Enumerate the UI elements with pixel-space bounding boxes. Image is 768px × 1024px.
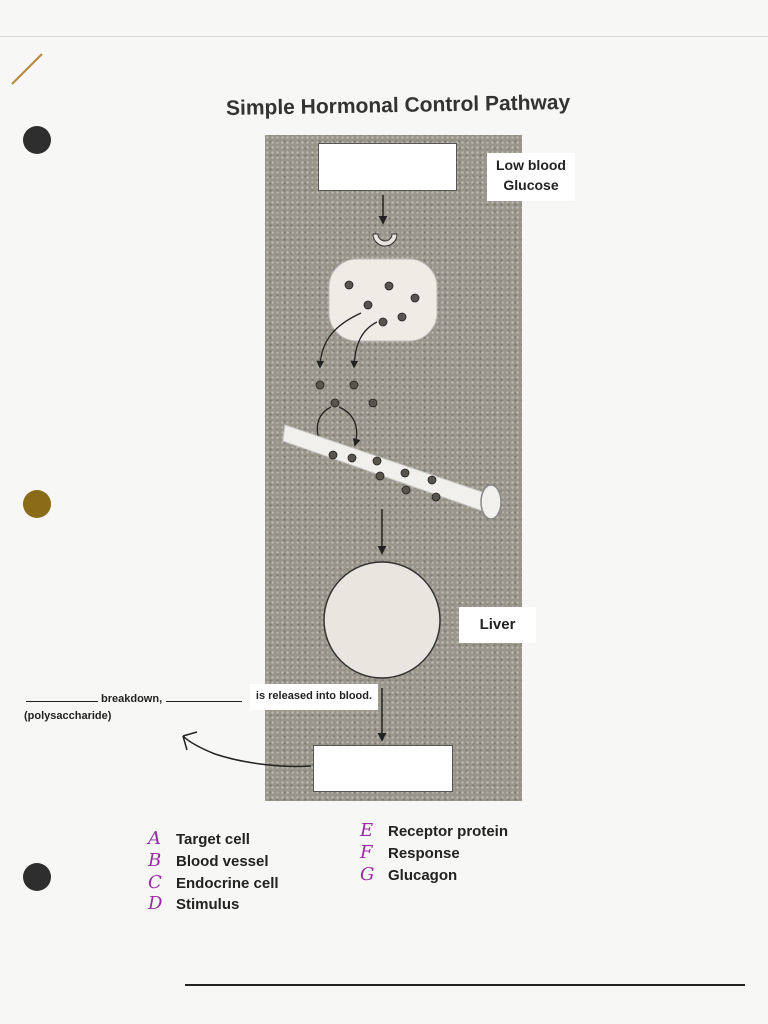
receptor-protein [373,234,397,246]
key-letter: F [360,842,373,863]
key-item-response [360,842,460,863]
binder-hole-bottom [23,863,51,891]
key-term: Endocrine cell [176,875,279,892]
pencil-mark-icon [8,50,48,90]
key-term: Receptor protein [388,823,509,840]
bottom-rule [185,984,745,986]
page-title: Simple Hormonal Control Pathway [225,90,571,120]
blood-vessel-opening [481,485,501,519]
breakdown-text: breakdown, [101,693,163,705]
key-term: Stimulus [176,896,240,913]
key-item-glucagon [360,864,457,885]
binder-hole-top [23,126,51,154]
key-item-target-cell [148,828,250,849]
endocrine-cell [329,259,437,341]
key-letter: E [360,820,374,841]
key-letter: G [360,864,375,885]
binder-hole-middle [23,490,51,518]
hormone-dots-released [316,381,377,407]
stimulus-label-line1: Low blood [496,157,566,173]
key-letter: C [148,872,162,893]
key-item-blood-vessel [148,850,269,871]
hand-drawn-arrow-icon [175,720,315,770]
breakdown-sentence [26,693,245,705]
stimulus-label [487,153,575,201]
key-term: Blood vessel [176,853,269,870]
page-edge [0,36,768,37]
key-item-endocrine-cell [148,872,279,893]
response-answer-box[interactable] [313,745,453,792]
key-term: Glucagon [388,867,458,884]
key-item-stimulus [148,893,239,914]
polysaccharide-note: (polysaccharide) [24,710,112,722]
key-term: Response [388,845,460,862]
key-letter: A [148,828,161,849]
polysaccharide-blank[interactable] [26,701,98,702]
stimulus-label-line2: Glucose [503,177,559,193]
key-term: Target cell [176,831,250,848]
target-cell-liver [324,562,440,678]
diffusion-arrow-right [339,407,357,445]
released-into-blood-label: is released into blood. [250,684,378,710]
key-letter: D [148,893,163,914]
liver-label: Liver [459,607,536,643]
released-substance-blank[interactable] [166,701,242,702]
key-letter: B [148,850,162,871]
blood-vessel [283,425,485,511]
key-item-receptor-protein [360,820,508,841]
